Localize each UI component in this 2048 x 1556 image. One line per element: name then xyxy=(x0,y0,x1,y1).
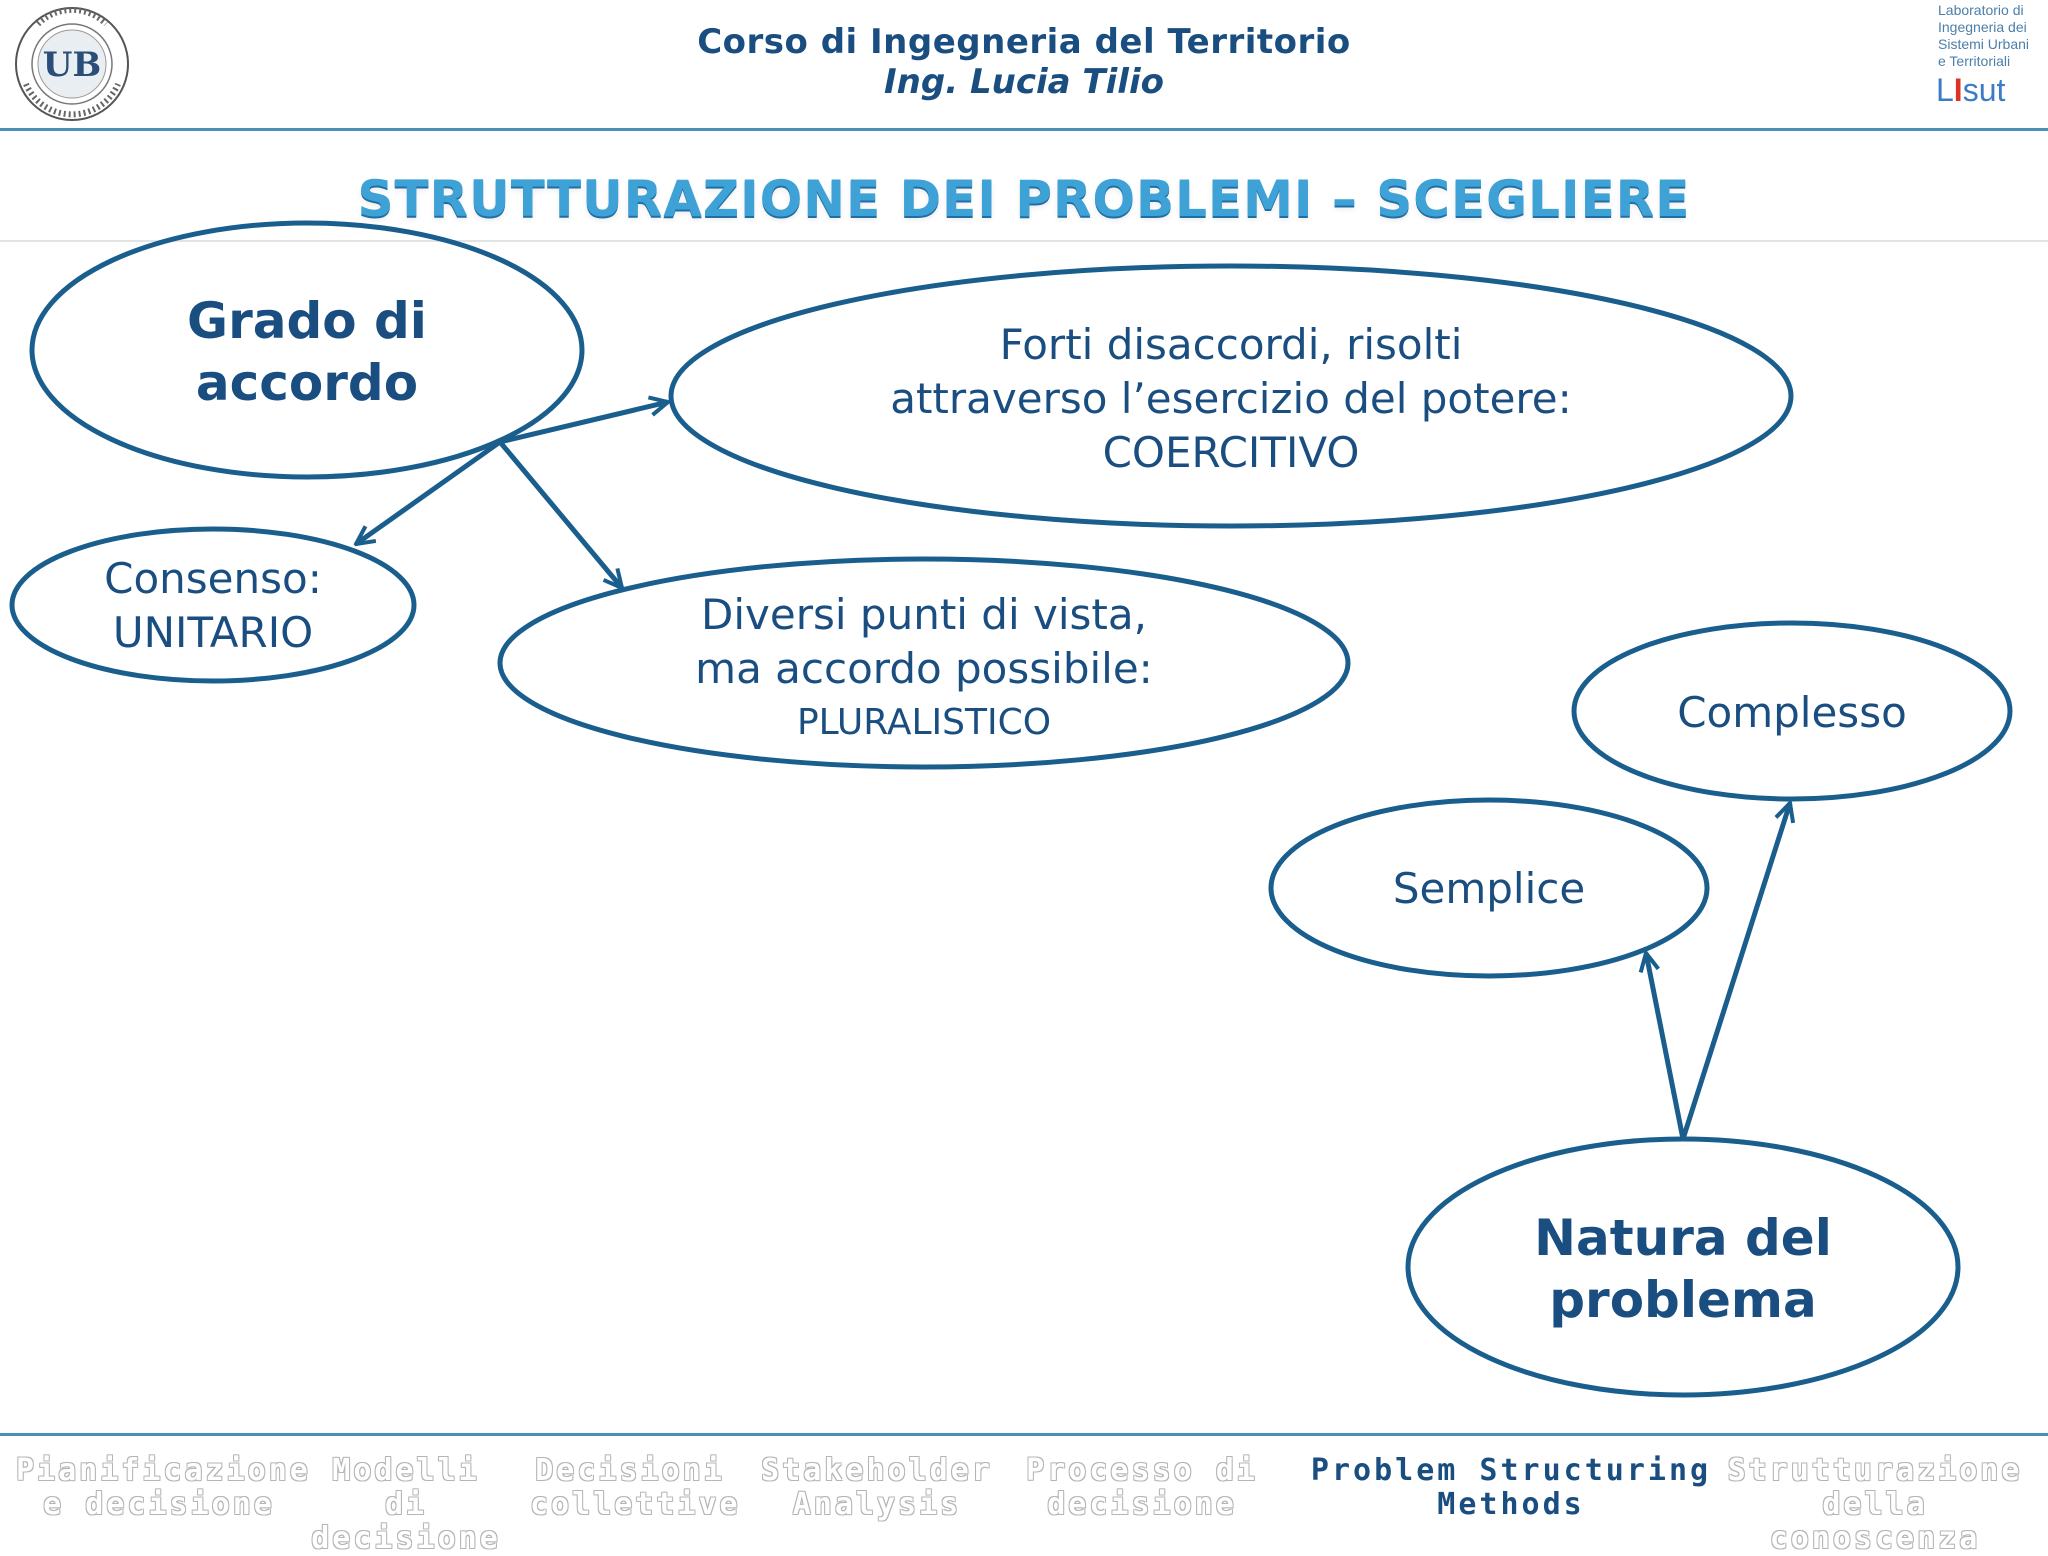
lab-logo-mark: LIsut xyxy=(1936,72,2006,108)
unitario-label xyxy=(12,552,414,660)
natura-line1: Natura del xyxy=(1534,1209,1832,1267)
lab-logo-line: e Territoriali xyxy=(1938,53,2011,69)
natura-del-problema-label xyxy=(1408,1207,1958,1331)
nav-line2: Methods xyxy=(1437,1487,1585,1522)
course-title: Corso di Ingegneria del Territorio xyxy=(697,22,1351,62)
nav-processo-di-decisione[interactable] xyxy=(1024,1454,1260,1522)
nav-line1: Pianificazione xyxy=(16,1453,311,1488)
nav-problem-structuring-methods[interactable] xyxy=(1296,1454,1726,1522)
nav-stakeholder-analysis[interactable] xyxy=(752,1454,1002,1522)
nav-line1: Modelli di xyxy=(332,1453,480,1522)
coercitivo-line3: COERCITIVO xyxy=(1102,428,1360,477)
pluralistico-line3: PLURALISTICO xyxy=(796,702,1052,743)
nav-line1: Stakeholder xyxy=(761,1453,993,1488)
nav-line1: Problem Structuring xyxy=(1310,1453,1712,1488)
nav-line2: della conoscenza xyxy=(1769,1487,1981,1556)
arrow-to-complesso xyxy=(1683,803,1790,1139)
lab-logo-line: Laboratorio di xyxy=(1938,2,2024,18)
nav-line2: e decisione xyxy=(43,1487,275,1522)
nav-line2: decisione xyxy=(1047,1487,1237,1522)
natura-line2: problema xyxy=(1549,1271,1817,1329)
nav-line1: Decisioni xyxy=(535,1453,725,1488)
semplice-label: Semplice xyxy=(1392,864,1586,913)
nav-pianificazione-e-decisione[interactable] xyxy=(16,1453,311,1522)
nav-strutturazione-della-conoscenza[interactable] xyxy=(1710,1454,2040,1556)
slide-title: STRUTTURAZIONE DEI PROBLEMI – SCEGLIERE xyxy=(357,170,1691,228)
nav-line1: Processo di xyxy=(1026,1453,1258,1488)
complesso-label: Complesso xyxy=(1677,688,1907,737)
pluralistico-label xyxy=(500,588,1348,750)
coercitivo-line1: Forti disaccordi, risolti xyxy=(999,320,1463,369)
nav-modelli-di-decisione[interactable] xyxy=(304,1454,508,1556)
coercitivo-label xyxy=(671,318,1791,480)
grado-di-accordo-label xyxy=(32,290,582,414)
nav-line1: Strutturazione xyxy=(1727,1453,2023,1488)
arrow-to-pluralistico xyxy=(500,442,622,588)
svg-text:UB: UB xyxy=(42,45,102,85)
lab-logo-line: Sistemi Urbani xyxy=(1938,36,2030,52)
grado-line1: Grado di xyxy=(187,292,427,350)
pluralistico-line2: ma accordo possibile: xyxy=(695,644,1153,693)
grado-line2: accordo xyxy=(195,354,419,412)
arrow-to-semplice xyxy=(1646,953,1683,1139)
nav-line2: decisione xyxy=(311,1521,501,1556)
coercitivo-line2: attraverso l’esercizio del potere: xyxy=(890,374,1572,423)
footer-divider xyxy=(0,1433,2048,1436)
arrow-to-unitario xyxy=(356,442,500,544)
unitario-line1: Consenso: xyxy=(104,554,322,603)
lab-logo-line: Ingegneria dei xyxy=(1938,19,2027,35)
nav-line2: collettive xyxy=(530,1487,741,1522)
nav-line2: Analysis xyxy=(792,1487,962,1522)
unitario-line2: UNITARIO xyxy=(112,608,314,657)
pluralistico-line1: Diversi punti di vista, xyxy=(701,590,1147,639)
nav-decisioni-collettive[interactable] xyxy=(530,1453,741,1522)
course-author: Ing. Lucia Tilio xyxy=(884,62,1164,102)
